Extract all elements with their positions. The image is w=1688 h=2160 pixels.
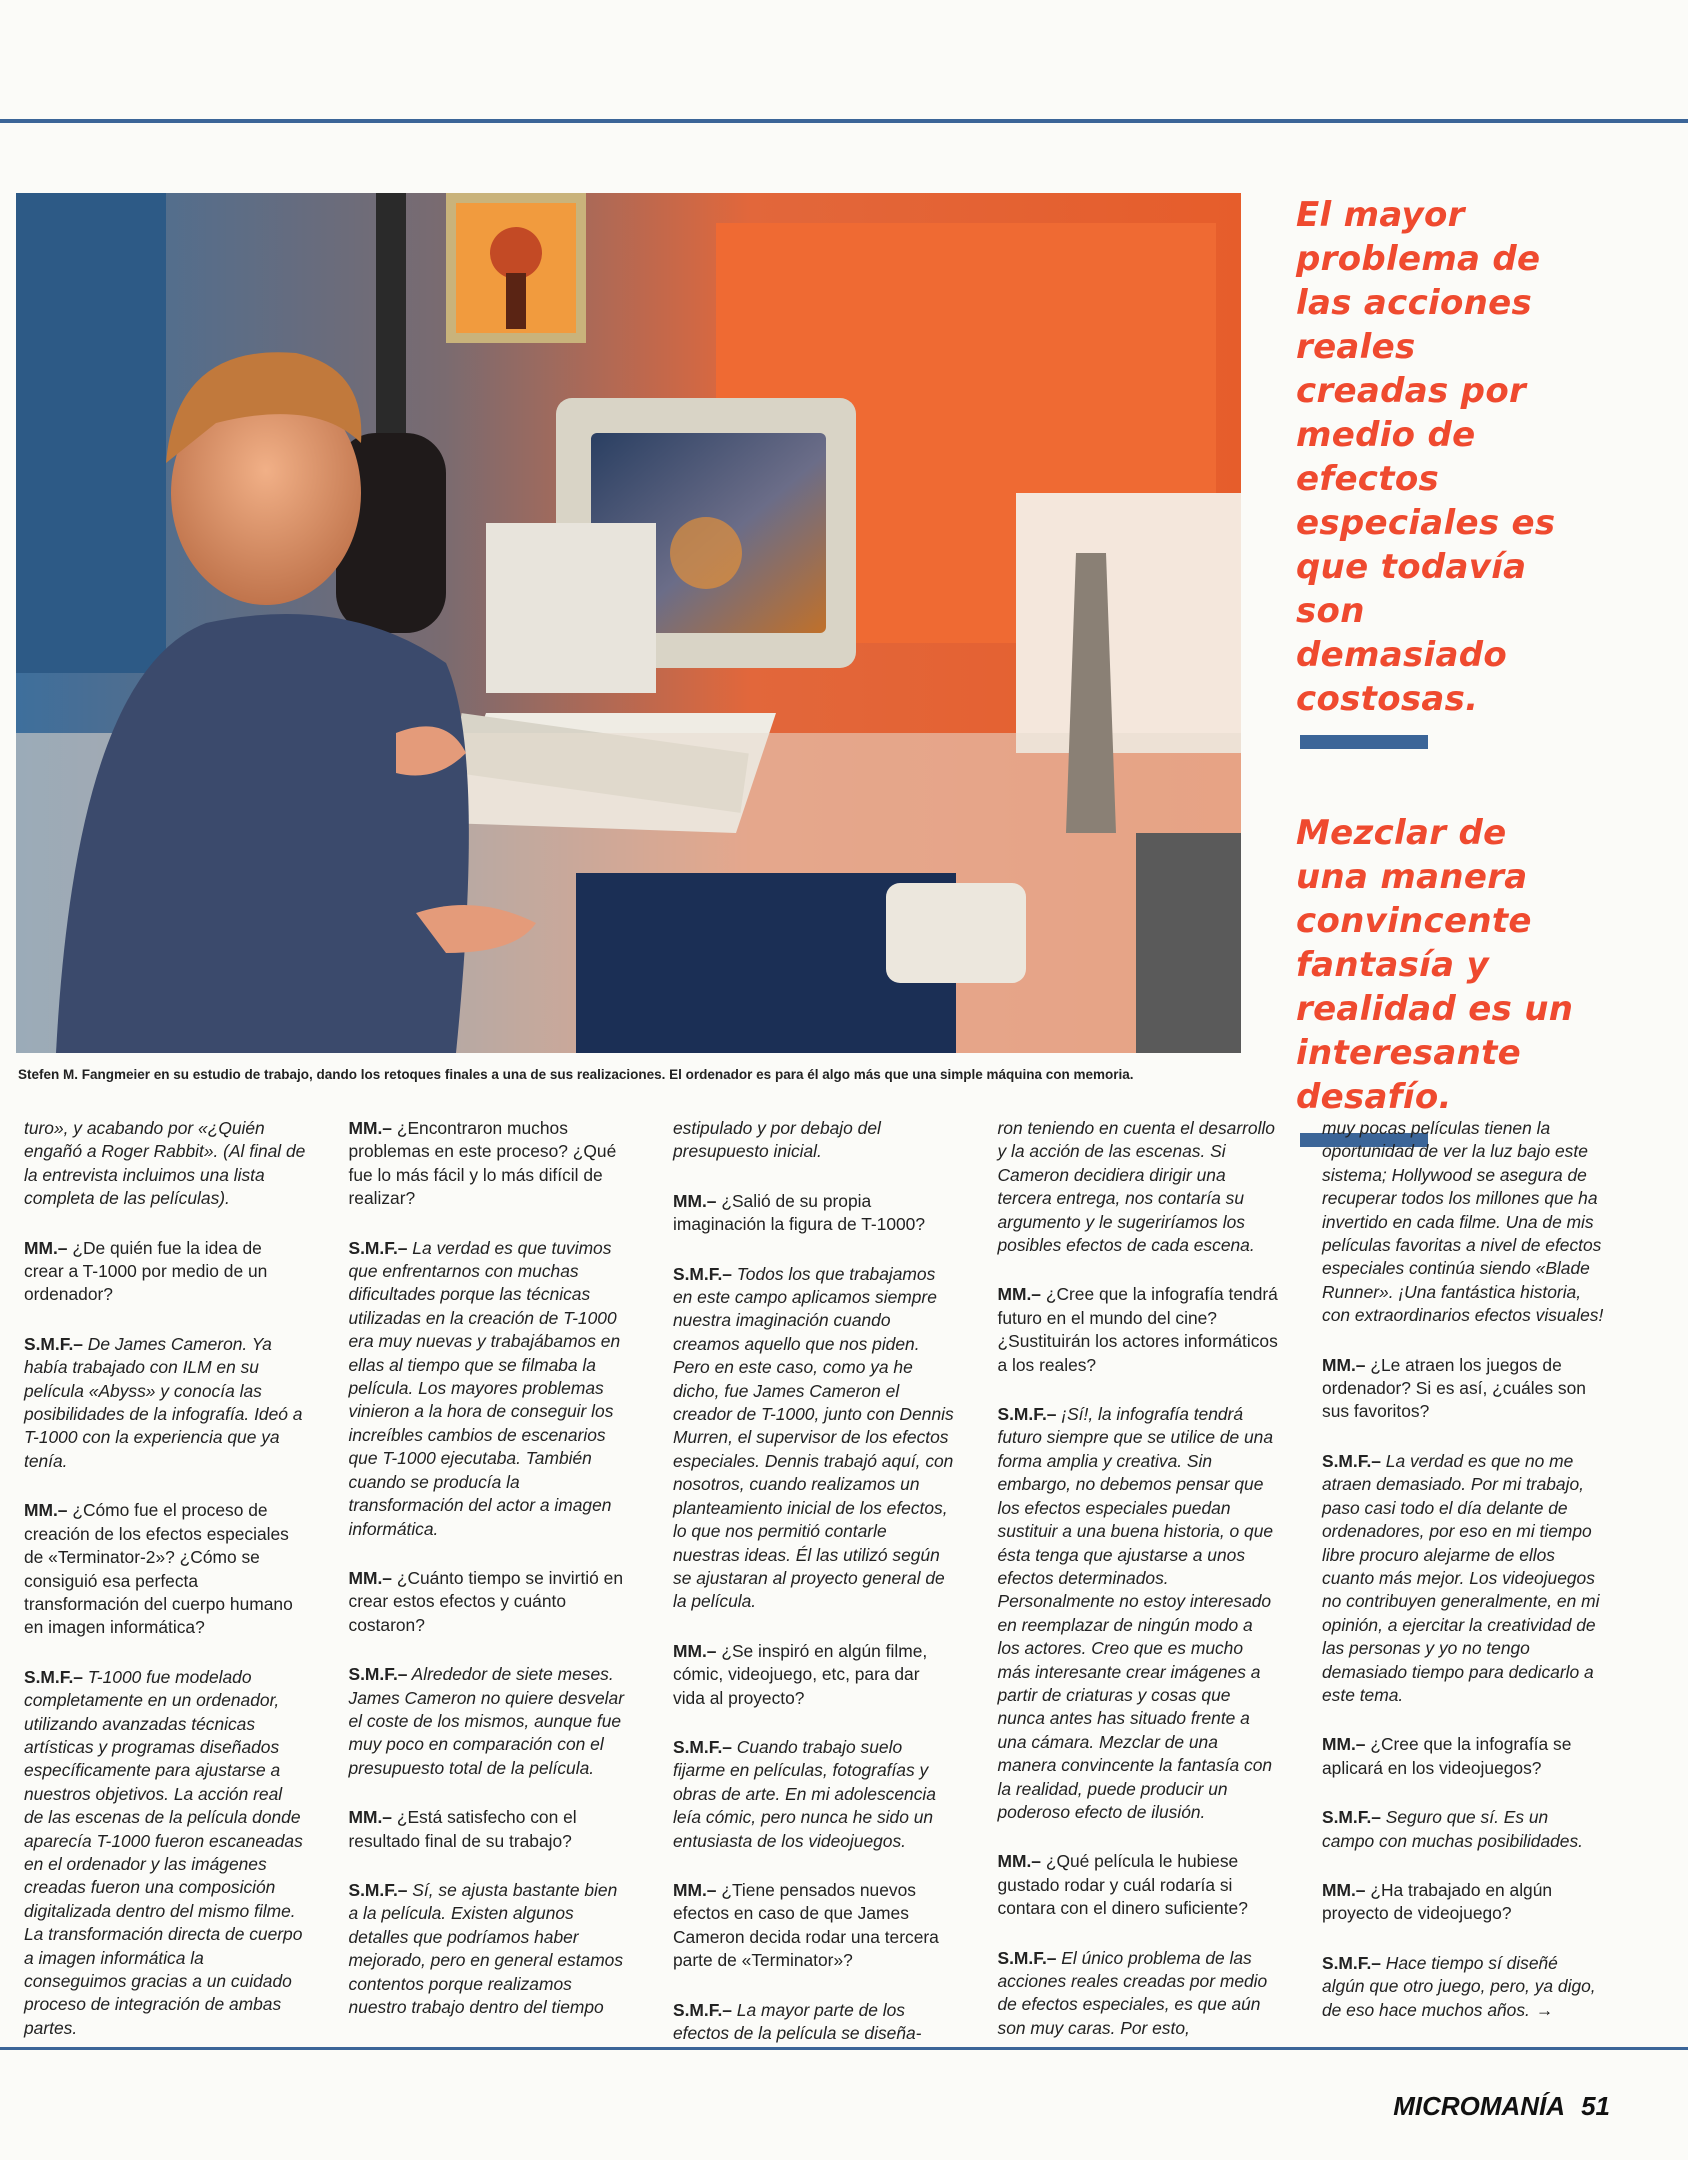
paragraph-text: ¿Tiene pensados nuevos efectos en caso de que James Cameron decida rodar una tercera parte de «Terminator»? xyxy=(673,1879,939,1971)
article-columns xyxy=(24,1117,1604,2045)
speaker-label: S.M.F.– xyxy=(1322,1807,1381,1828)
article-column xyxy=(349,1117,631,2045)
article-paragraph xyxy=(349,1567,631,1637)
speaker-label: MM.– xyxy=(1322,1354,1366,1375)
article-paragraph xyxy=(24,1237,306,1307)
workstation-photo-illustration xyxy=(16,193,1241,1053)
article-paragraph xyxy=(998,1850,1280,1920)
paragraph-text: ¿Le atraen los juegos de ordenador? Si es así, ¿cuáles son sus favoritos? xyxy=(1322,1354,1586,1422)
article-paragraph xyxy=(998,1117,1280,1257)
speaker-label: MM.– xyxy=(673,1640,717,1661)
article-paragraph xyxy=(998,1283,1280,1377)
paragraph-text: Seguro que sí. Es un campo con muchas posibilidades. xyxy=(1322,1807,1584,1851)
paragraph-text: Todos los que trabajamos en este campo aplicamos siempre nuestra imaginación cuando creamos aquello que nos piden. Pero en este caso, como ya he dicho, fue James Cameron el creador de T-1000, junto con Dennis Murren, el supervisor de los efectos especiales. Dennis trabajó aquí, con nosotros, cuando realizamos un planteamiento inicial de los efectos, lo que nos permitió contarle nuestras ideas. Él las utilizó según se ajustaran al proyecto general de la película. xyxy=(673,1263,954,1612)
speaker-label: MM.– xyxy=(1322,1879,1366,1900)
speaker-label: S.M.F.– xyxy=(24,1333,83,1354)
paragraph-text: ¿Qué película le hubiese gustado rodar y cuál rodaría si contara con el dinero suficiente? xyxy=(997,1851,1248,1919)
pull-quote-bar xyxy=(1300,735,1428,749)
page-number: 51 xyxy=(1581,2091,1610,2121)
speaker-label: S.M.F.– xyxy=(1322,1450,1381,1471)
article-paragraph xyxy=(1322,1733,1604,1780)
bottom-rule xyxy=(0,2047,1688,2050)
article-paragraph xyxy=(673,1263,955,1614)
article-paragraph xyxy=(349,1879,631,2019)
article-paragraph xyxy=(1322,1117,1604,1328)
paragraph-text: T-1000 fue modelado completamente en un ordenador, utilizando avanzadas técnicas artísticas y programas diseñados específicamente para ajustarse a nuestros objetivos. La acción real de las escenas de la película donde aparecía T-1000 fueron escaneadas en el ordenador y las imágenes creadas fueron una composición digitalizada dentro del mismo filme. La transformación directa de cuerpo a imagen informática la conseguimos gracias a un cuidado proceso de integración de ambas partes. xyxy=(24,1666,303,2038)
article-paragraph xyxy=(1322,1354,1604,1424)
article-photo xyxy=(16,193,1241,1053)
speaker-label: S.M.F.– xyxy=(24,1666,83,1687)
speaker-label: S.M.F.– xyxy=(1322,1952,1381,1973)
speaker-label: S.M.F.– xyxy=(997,1404,1057,1425)
speaker-label: MM.– xyxy=(997,1851,1041,1872)
paragraph-text: Hace tiempo sí diseñé algún que otro juego, pero, ya digo, de eso hace muchos años. xyxy=(1322,1952,1596,2020)
pull-quote: El mayor problema de las acciones reales creadas por medio de efectos especiales es que todavía son demasiado costosas. xyxy=(1296,195,1556,719)
speaker-label: S.M.F.– xyxy=(673,1263,732,1284)
paragraph-text: estipulado y por debajo del presupuesto inicial. xyxy=(673,1118,881,1162)
speaker-label: MM.– xyxy=(673,1190,717,1211)
paragraph-text: La mayor parte de los efectos de la película se diseña- xyxy=(673,1999,922,2043)
speaker-label: S.M.F.– xyxy=(348,1879,408,1900)
paragraph-text: ¿Cree que la infografía se aplicará en los videojuegos? xyxy=(1322,1734,1572,1778)
paragraph-text: Sí, se ajusta bastante bien a la película. Existen algunos detalles que podríamos haber mejorado, pero en general estamos contentos porque realizamos nuestro trabajo dentro del tiempo xyxy=(348,1879,624,2017)
speaker-label: MM.– xyxy=(24,1500,68,1521)
paragraph-text: turo», y acabando por «¿Quién engañó a Roger Rabbit». (Al final de la entrevista incluimos una lista completa de las películas). xyxy=(24,1118,306,1209)
paragraph-text: La verdad es que tuvimos que enfrentarnos con muchas dificultades porque las técnicas utilizadas en la creación de T-1000 era muy nuevas y trabajábamos en ellas al tiempo que se filmaba la película. Los mayores problemas vinieron a la hora de conseguir los increíbles cambios de escenarios que T-1000 ejecutaba. También cuando se producía la transformación del actor a imagen informática. xyxy=(348,1237,621,1539)
paragraph-text: muy pocas películas tienen la oportunidad de ver la luz bajo este sistema; Hollywood se asegura de recuperar todos los millones que ha invertido en cada filme. Una de mis películas favoritas a nivel de efectos especiales continúa siendo «Blade Runner». ¡Una fantástica historia, con extraordinarios efectos visuales! xyxy=(1322,1118,1604,1326)
top-rule xyxy=(0,119,1688,123)
article-column xyxy=(24,1117,306,2045)
article-paragraph xyxy=(673,1640,955,1710)
speaker-label: MM.– xyxy=(348,1118,392,1138)
paragraph-text: El único problema de las acciones reales creadas por medio de efectos especiales, es que aún son muy caras. Por esto, xyxy=(997,1947,1268,2038)
paragraph-text: ¿Cree que la infografía tendrá futuro en el mundo del cine? ¿Sustituirán los actores informáticos a los reales? xyxy=(997,1284,1278,1375)
paragraph-text: ¡Sí!, la infografía tendrá futuro siempre que se utilice de una forma amplia y creativa. Sin embargo, no debemos pensar que los efectos especiales puedan sustituir a una buena historia, o que ésta tenga que ajustarse a unos efectos determinados. Personalmente no estoy interesado en reemplazar de ningún modo a los actores. Creo que es mucho más interesante crear imágenes a partir de criaturas y cosas que nunca antes has situado frente a una cámara. Mezclar de una manera convincente la fantasía con la realidad, puede producir un poderoso efecto de ilusión. xyxy=(997,1404,1274,1822)
article-paragraph xyxy=(1322,1952,1604,2022)
paragraph-text: ron teniendo en cuenta el desarrollo y la acción de las escenas. Si Cameron decidiera dirigir una tercera entrega, nos contaría su argumento y le sugeriríamos los posibles efectos de cada escena. xyxy=(997,1118,1275,1256)
paragraph-text: ¿Cómo fue el proceso de creación de los efectos especiales de «Terminator-2»? ¿Cómo se consiguió esa perfecta transformación del cuerpo humano en imagen informática? xyxy=(24,1500,293,1638)
article-paragraph xyxy=(24,1333,306,1473)
paragraph-text: ¿Está satisfecho con el resultado final de su trabajo? xyxy=(348,1807,577,1851)
speaker-label: S.M.F.– xyxy=(673,1736,732,1757)
speaker-label: S.M.F.– xyxy=(348,1237,408,1258)
speaker-label: MM.– xyxy=(24,1237,68,1258)
paragraph-text: ¿Ha trabajado en algún proyecto de videojuego? xyxy=(1322,1879,1553,1924)
article-paragraph xyxy=(24,1499,306,1639)
paragraph-text: ¿Salió de su propia imaginación la figura de T-1000? xyxy=(673,1190,926,1235)
article-paragraph xyxy=(24,1117,306,1211)
paragraph-text: ¿Encontraron muchos problemas en este proceso? ¿Qué fue lo más fácil y lo más difícil de realizar? xyxy=(348,1118,617,1209)
article-paragraph xyxy=(1322,1806,1604,1853)
article-column xyxy=(998,1117,1280,2045)
article-paragraph xyxy=(673,1117,955,1164)
article-paragraph xyxy=(673,1190,955,1237)
paragraph-text: ¿Se inspiró en algún filme, cómic, videojuego, etc, para dar vida al proyecto? xyxy=(673,1640,928,1708)
speaker-label: MM.– xyxy=(1322,1734,1366,1755)
magazine-name: MICROMANÍA xyxy=(1393,2091,1566,2121)
page-footer xyxy=(1393,2091,1610,2122)
article-paragraph xyxy=(998,1947,1280,2041)
article-paragraph xyxy=(1322,1450,1604,1707)
paragraph-text: ¿Cuánto tiempo se invirtió en crear estos efectos y cuánto costaron? xyxy=(348,1567,624,1635)
paragraph-text: De James Cameron. Ya había trabajado con ILM en su película «Abyss» y conocía las posibilidades de la infografía. Ideó a T-1000 con la experiencia que ya tenía. xyxy=(24,1333,303,1471)
article-paragraph xyxy=(673,1736,955,1853)
speaker-label: MM.– xyxy=(348,1807,392,1828)
continued-arrow-icon: → xyxy=(1535,1999,1554,2020)
article-paragraph xyxy=(24,1666,306,2041)
article-paragraph xyxy=(349,1237,631,1541)
paragraph-text: ¿De quién fue la idea de crear a T-1000 por medio de un ordenador? xyxy=(24,1237,268,1305)
paragraph-text: Cuando trabajo suelo fijarme en películas, fotografías y obras de arte. En mi adolescencia leía cómic, pero nunca he sido un entusiasta de los videojuegos. xyxy=(673,1736,936,1851)
photo-caption: Stefen M. Fangmeier en su estudio de trabajo, dando los retoques finales a una de sus realizaciones. El ordenador es para él algo más que una simple máquina con memoria. xyxy=(18,1067,1134,1082)
article-paragraph xyxy=(998,1403,1280,1824)
speaker-label: MM.– xyxy=(673,1879,717,1900)
speaker-label: S.M.F.– xyxy=(673,1999,732,2020)
article-paragraph xyxy=(673,1999,955,2046)
paragraph-text: Alrededor de siete meses. James Cameron no quiere desvelar el coste de los mismos, aunque fue muy poco en comparación con el presupuesto total de la película. xyxy=(348,1664,624,1778)
article-paragraph xyxy=(673,1879,955,1973)
pull-quotes xyxy=(1296,193,1576,1147)
article-paragraph xyxy=(349,1806,631,1853)
article-paragraph xyxy=(349,1117,631,1211)
article-column xyxy=(1322,1117,1604,2045)
paragraph-text: La verdad es que no me atraen demasiado. Por mi trabajo, paso casi todo el día delante de ordenadores, por eso en mi tiempo libre procuro alejarme de ellos cuanto más mejor. Los videojuegos no contribuyen generalmente, en mi opinión, a ejercitar la creatividad de las personas y yo no tengo demasiado tiempo para dedicarlo a este tema. xyxy=(1322,1450,1600,1705)
article-paragraph xyxy=(349,1663,631,1780)
speaker-label: S.M.F.– xyxy=(348,1664,408,1685)
speaker-label: S.M.F.– xyxy=(997,1947,1057,1968)
pull-quote: Mezclar de una manera convincente fantasía y realidad es un interesante desafío. xyxy=(1296,813,1574,1117)
speaker-label: MM.– xyxy=(997,1284,1041,1305)
speaker-label: MM.– xyxy=(348,1567,392,1588)
article-column xyxy=(673,1117,955,2045)
article-paragraph xyxy=(1322,1879,1604,1926)
